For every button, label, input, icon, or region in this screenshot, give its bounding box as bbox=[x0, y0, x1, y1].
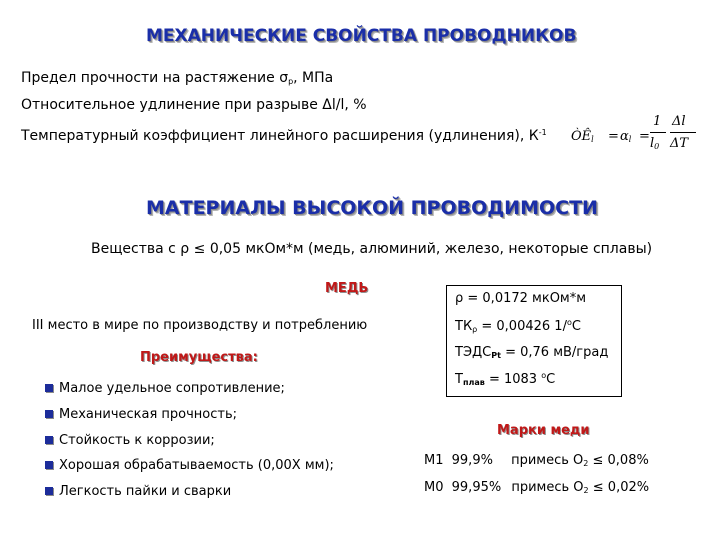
copper-heading: МЕДЬ bbox=[325, 281, 369, 296]
strength-symbol-sub: р bbox=[288, 77, 294, 86]
strength-text: Предел прочности на растяжение bbox=[21, 70, 280, 86]
tk-prefix: ТК bbox=[455, 319, 473, 334]
grade-purity: 99,9% bbox=[451, 453, 493, 468]
copper-tedc bbox=[455, 345, 608, 360]
formula-num1: 1 bbox=[653, 114, 662, 129]
formula-den1-text: l bbox=[650, 136, 655, 151]
advantage-item bbox=[45, 433, 215, 448]
formula-alpha bbox=[620, 129, 631, 144]
formula-fraction-bar-1 bbox=[650, 132, 666, 133]
advantages-title: Преимущества: bbox=[140, 350, 258, 365]
grade-impurity-prefix: примесь О bbox=[511, 480, 584, 495]
tmelt-prefix: Т bbox=[455, 372, 463, 387]
bullet-icon bbox=[45, 487, 53, 495]
advantage-item bbox=[45, 407, 237, 422]
bullet-icon bbox=[45, 461, 53, 469]
formula-alpha-sub: l bbox=[628, 135, 632, 144]
strength-symbol: σ bbox=[279, 70, 289, 86]
materials-title: МАТЕРИАЛЫ ВЫСОКОЙ ПРОВОДИМОСТИ bbox=[146, 197, 598, 219]
advantage-item bbox=[45, 458, 334, 473]
formula-lhs-text: ÒÊ bbox=[571, 129, 592, 144]
formula-eq1: = bbox=[608, 129, 619, 144]
main-title: МЕХАНИЧЕСКИЕ СВОЙСТВА ПРОВОДНИКОВ bbox=[146, 26, 577, 46]
formula-eq2: = bbox=[639, 129, 650, 144]
advantage-text: Хорошая обрабатываемость (0,00Х мм); bbox=[59, 458, 334, 473]
formula-fraction-bar-2 bbox=[670, 132, 696, 133]
advantage-text: Стойкость к коррозии; bbox=[59, 433, 215, 448]
thermal-sup: -1 bbox=[538, 128, 547, 137]
advantage-text: Механическая прочность; bbox=[59, 407, 238, 422]
bullet-icon bbox=[45, 410, 53, 418]
advantage-text: Малое удельное сопротивление; bbox=[59, 381, 285, 396]
tedc-sub: Pt bbox=[491, 351, 501, 360]
advantage-item bbox=[45, 381, 285, 396]
formula-lhs-sub: l bbox=[591, 135, 594, 144]
tk-unit: С bbox=[571, 319, 581, 334]
strength-unit: , МПа bbox=[293, 70, 334, 86]
formula-den1-sub: 0 bbox=[654, 142, 660, 151]
thermal-line bbox=[21, 128, 547, 144]
tedc-value: = 0,76 мВ/град bbox=[500, 345, 609, 360]
grade-impurity-sub: 2 bbox=[583, 486, 589, 495]
grade-impurity-sub: 2 bbox=[583, 459, 589, 468]
formula-den1 bbox=[650, 136, 659, 151]
formula-alpha-symbol: α bbox=[620, 129, 629, 144]
substances-line: Вещества с ρ ≤ 0,05 мкОм*м (медь, алюминий, железо, некоторые сплавы) bbox=[91, 241, 653, 257]
tk-sub: ρ bbox=[472, 325, 478, 334]
grade-impurity-value: ≤ 0,02% bbox=[588, 480, 650, 495]
advantage-text: Легкость пайки и сварки bbox=[59, 484, 232, 499]
formula-den2: ΔT bbox=[670, 136, 689, 151]
tmelt-sub: плав bbox=[462, 378, 485, 387]
world-rank-line: III место в мире по производству и потреблению bbox=[32, 318, 368, 333]
grade-name: М0 bbox=[424, 480, 444, 495]
grade-row bbox=[424, 480, 649, 495]
formula-num2: Δl bbox=[672, 114, 686, 129]
grade-impurity-prefix: примесь О bbox=[511, 453, 584, 468]
bullet-icon bbox=[45, 384, 53, 392]
tmelt-value: = 1083 bbox=[484, 372, 542, 387]
tmelt-deg: o bbox=[541, 371, 547, 380]
grade-name: М1 bbox=[424, 453, 444, 468]
bullet-icon bbox=[45, 436, 53, 444]
copper-tmelt bbox=[455, 371, 555, 387]
copper-rho: ρ = 0,0172 мкОм*м bbox=[455, 291, 587, 306]
grade-row bbox=[424, 453, 649, 468]
tmelt-unit: С bbox=[546, 372, 556, 387]
tk-deg: o bbox=[566, 318, 572, 327]
elongation-line: Относительное удлинение при разрыве Δl/l, % bbox=[21, 97, 367, 113]
strength-line bbox=[21, 70, 333, 86]
copper-tk bbox=[455, 318, 581, 334]
tedc-prefix: ТЭДС bbox=[455, 345, 492, 360]
thermal-text: Температурный коэффициент линейного расширения (удлинения), К bbox=[21, 128, 539, 144]
grades-title: Марки меди bbox=[497, 423, 590, 438]
advantage-item bbox=[45, 484, 231, 499]
tk-value: = 0,00426 1/ bbox=[477, 319, 567, 334]
grade-purity: 99,95% bbox=[451, 480, 502, 495]
formula-lhs bbox=[571, 129, 594, 144]
grade-impurity-value: ≤ 0,08% bbox=[588, 453, 649, 468]
